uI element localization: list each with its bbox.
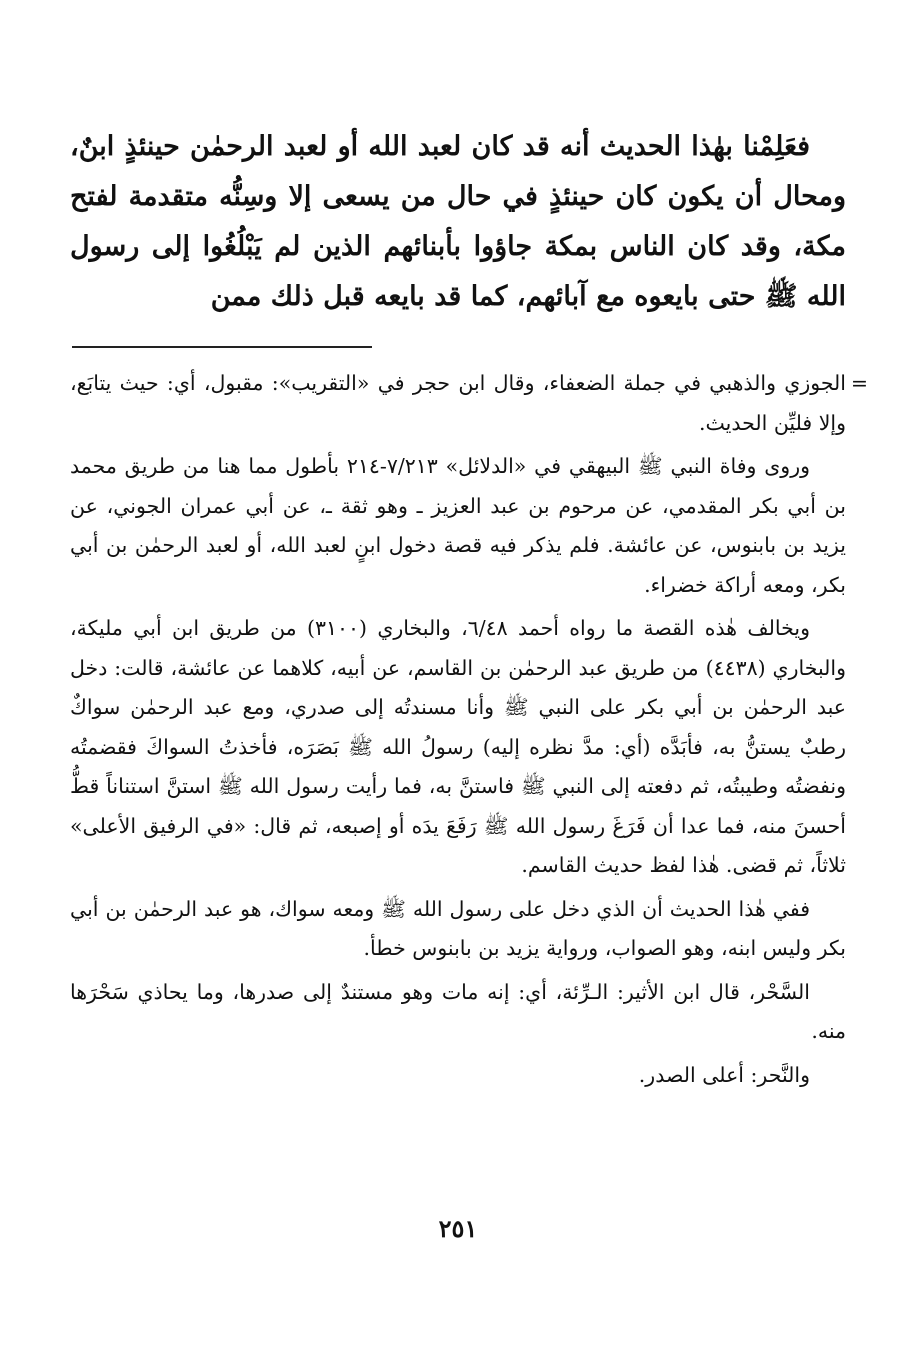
main-text-block xyxy=(70,122,846,322)
footnote-paragraph-4: ففي هٰذا الحديث أن الذي دخل على رسول الله ﷺ ومعه سواك، هو عبد الرحمٰن بن أبي بكر وليس ابنه، وهو الصواب، ورواية يزيد بن بابنوس خطأ. xyxy=(70,896,846,960)
footnote-paragraph-5: السَّحْر، قال ابن الأثير: الـرِّئة، أي: إنه مات وهو مستندٌ إلى صدرها، وما يحاذي سَحْرَها منه. xyxy=(70,979,846,1043)
footnote-paragraph-6: والنَّحر: أعلى الصدر. xyxy=(638,1062,810,1087)
main-paragraph: فعَلِمْنا بهٰذا الحديث أنه قد كان لعبد الله أو لعبد الرحمٰن حينئذٍ ابنٌ، ومحال أن يكون كان حينئذٍ في حال من يسعى إلا وسِنُّه متقدمة لفتح مكة، وقد كان الناس بمكة جاؤوا بأبنائهم الذين لم يَبْلُغُوا إلى رسول الله ﷺ حتى بايعوه مع آبائهم، كما قد بايعه قبل ذلك ممن xyxy=(70,131,846,312)
footnote-paragraph-2: وروى وفاة النبي ﷺ البيهقي في «الدلائل» ٧/٢١٣-٢١٤ بأطول مما هنا من طريق محمد بن أبي بكر المقدمي، عن مرحوم بن عبد العزيز ـ وهو ثقة ـ، عن أبي عمران الجوني، عن يزيد بن بابنوس، عن عائشة. فلم يذكر فيه قصة دخول ابنٍ لعبد الله، أو لعبد الرحمٰن بن أبي بكر، ومعه أراكة خضراء. xyxy=(70,454,846,597)
footnotes-block xyxy=(70,364,868,1099)
footnote-text-1: الجوزي والذهبي في جملة الضعفاء، وقال ابن حجر في «التقريب»: مقبول، أي: حيث يتابَع، وإلا فليِّن الحديث. xyxy=(70,371,846,435)
page-number: ٢٥١ xyxy=(438,1214,478,1243)
footnote-continuation-mark: = xyxy=(850,371,868,395)
footnote-separator xyxy=(72,346,372,348)
footnote-paragraph-3: ويخالف هٰذه القصة ما رواه أحمد ٦/٤٨، والبخاري (٣١٠٠) من طريق ابن أبي مليكة، والبخاري (٤٤٣٨) من طريق عبد الرحمٰن بن القاسم، عن أبيه، كلاهما عن عائشة، قالت: دخل عبد الرحمٰن بن أبي بكر على النبي ﷺ وأنا مسندتُه إلى صدري، ومع عبد الرحمٰن سواكٌ رطبٌ يستنُّ به، فأبَدَّه (أي: مدَّ نظره إليه) رسولُ الله ﷺ بَصَرَه، فأخذتُ السواكَ فقضمتُه ونفضتُه وطيبتُه، ثم دفعته إلى النبي ﷺ فاستنَّ به، فما رأيت رسول الله ﷺ استنَّ استناناً قطُّ أحسنَ منه، فما عدا أن فَرَغَ رسول الله ﷺ رَفَعَ يدَه أو إصبعه، ثم قال: «في الرفيق الأعلى» ثلاثاً، ثم قضى. هٰذا لفظ حديث القاسم. xyxy=(70,616,846,877)
footnote-paragraph-1 xyxy=(70,364,868,443)
